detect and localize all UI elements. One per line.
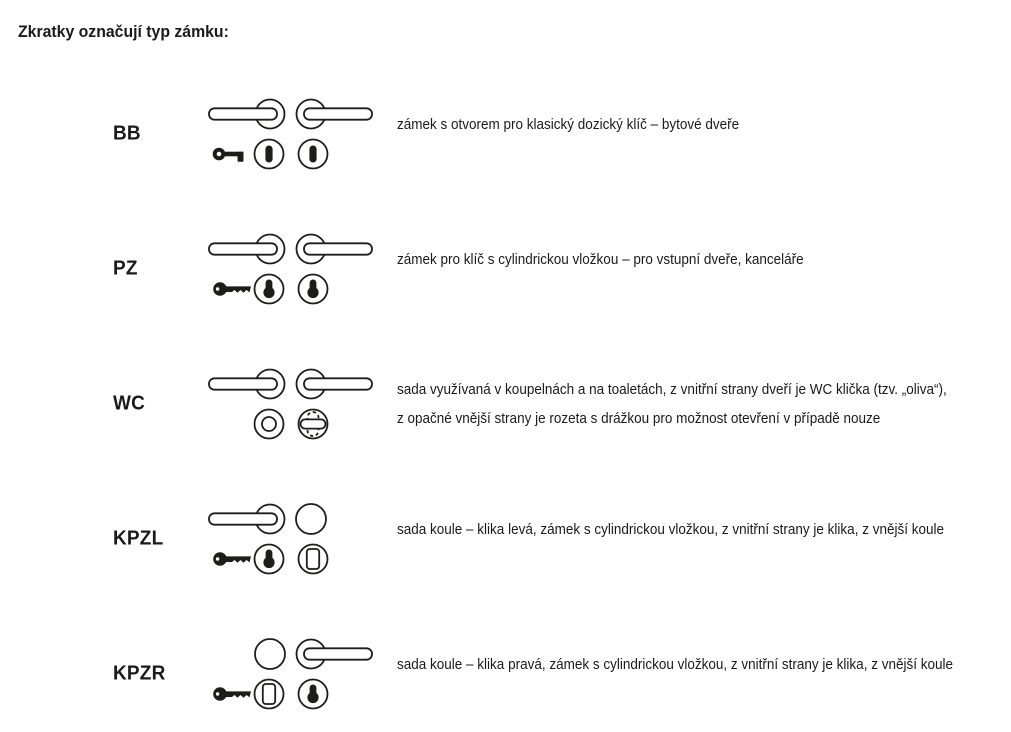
hardware-set-svg [207, 230, 379, 308]
lever-handle-left-icon [209, 235, 285, 264]
lever-handle-right-icon [297, 235, 373, 264]
lock-description-line: sada využívaná v koupelnách a na toaletách, z vnitřní strany dveří je WC klička (tzv. „oliva“), [397, 381, 947, 398]
lever-handle-left-icon [209, 505, 285, 534]
page-title: Zkratky označují typ zámku: [18, 22, 229, 41]
hardware-set-diagram [207, 230, 379, 308]
lock-code-label: WC [113, 392, 146, 415]
hardware-set-svg [207, 500, 379, 578]
key-classic-icon [215, 150, 244, 162]
lock-type-row-wc [0, 365, 1011, 443]
lock-description-line: z opačné vnější strany je rozeta s drážkou pro možnost otevření v případě nouze [397, 410, 881, 427]
escutcheon-blind-icon [299, 545, 328, 574]
hardware-set-diagram [207, 95, 379, 173]
lock-description-line: sada koule – klika levá, zámek s cylindrickou vložkou, z vnitřní strany je klika, z vnější koule [397, 520, 944, 538]
lock-type-row-kpzr [0, 635, 1011, 713]
lock-code-label: PZ [113, 257, 138, 280]
lock-type-row-kpzl [0, 500, 1011, 578]
escutcheon-blind-icon [255, 680, 284, 709]
key-cylinder-icon [213, 687, 251, 701]
lock-description-line: zámek pro klíč s cylindrickou vložkou – pro vstupní dveře, kanceláře [397, 250, 804, 268]
lock-description [397, 220, 804, 298]
lever-handle-right-icon [297, 370, 373, 399]
escutcheon-bb-keyhole-icon [255, 140, 284, 169]
escutcheon-pz-keyhole-icon [299, 275, 328, 304]
lock-description [397, 85, 739, 163]
lock-code-label: KPZR [113, 662, 166, 685]
lever-handle-right-icon [297, 100, 373, 129]
escutcheon-pz-keyhole-icon [255, 545, 284, 574]
ball-knob-icon [255, 639, 285, 669]
lock-description-line: sada koule – klika pravá, zámek s cylindrickou vložkou, z vnitřní strany je klika, z vnější koule [397, 655, 953, 673]
lever-handle-right-icon [297, 640, 373, 669]
hardware-set-diagram [207, 365, 379, 443]
lock-description [397, 365, 947, 443]
lock-type-row-bb [0, 95, 1011, 173]
escutcheon-pz-keyhole-icon [255, 275, 284, 304]
hardware-set-svg [207, 95, 379, 173]
lock-code-label: BB [113, 122, 141, 145]
ball-knob-icon [296, 504, 326, 534]
lock-description [397, 625, 953, 703]
lever-handle-left-icon [209, 370, 285, 399]
lock-description [397, 490, 944, 568]
hardware-set-svg [207, 365, 379, 443]
key-cylinder-icon [213, 282, 251, 296]
hardware-set-diagram [207, 500, 379, 578]
key-cylinder-icon [213, 552, 251, 566]
lock-code-label: KPZL [113, 527, 164, 550]
rosette-groove-icon [255, 410, 284, 439]
escutcheon-pz-keyhole-icon [299, 680, 328, 709]
hardware-set-svg [207, 635, 379, 713]
escutcheon-bb-keyhole-icon [299, 140, 328, 169]
wc-oliva-knob-icon [299, 410, 328, 439]
lever-handle-left-icon [209, 100, 285, 129]
lock-type-row-pz [0, 230, 1011, 308]
lock-description-line: zámek s otvorem pro klasický dozický klíč – bytové dveře [397, 115, 740, 133]
hardware-set-diagram [207, 635, 379, 713]
